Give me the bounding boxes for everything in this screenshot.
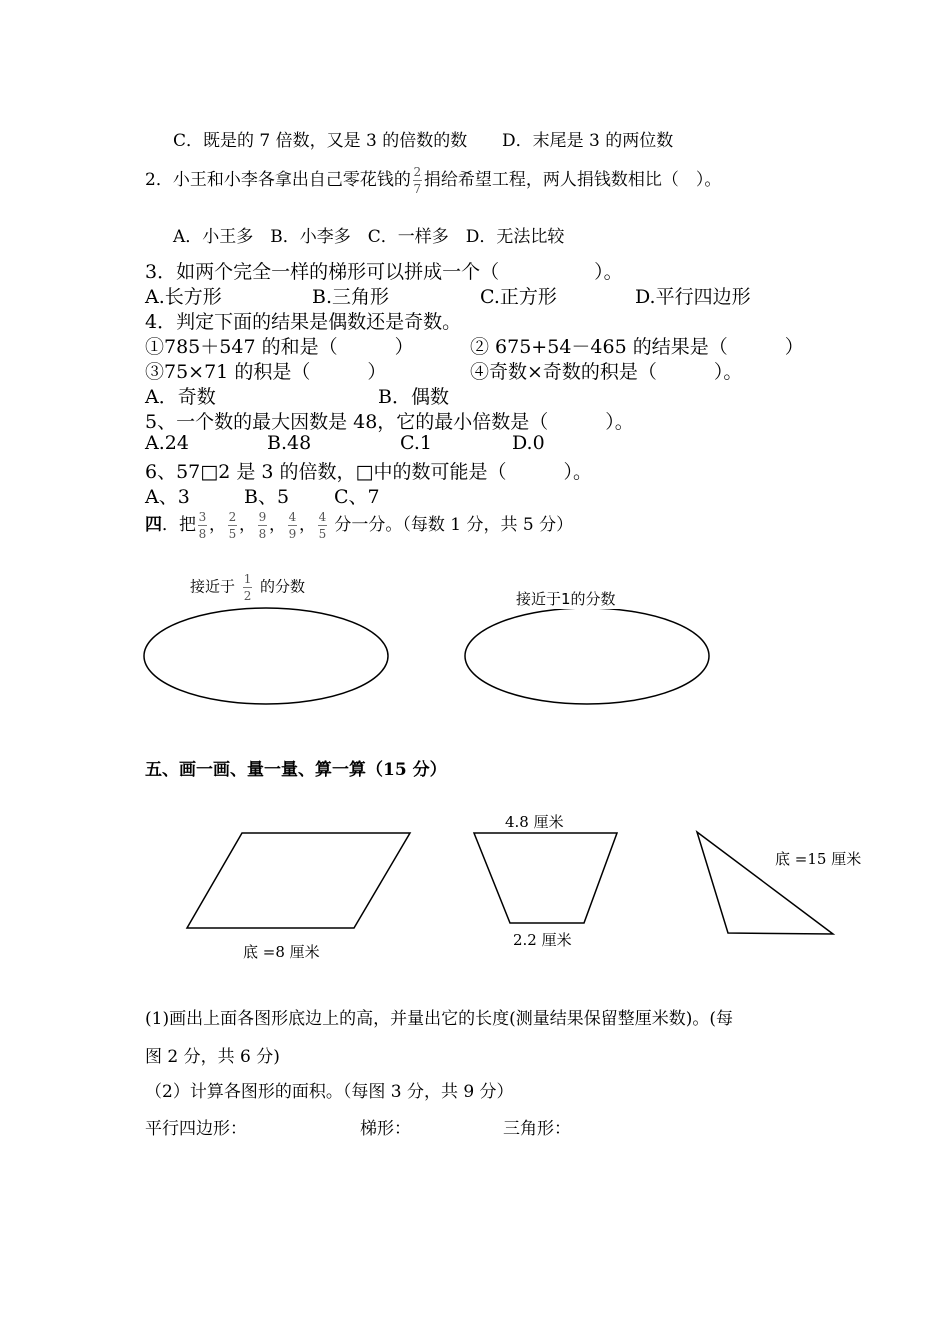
separator: ， (209, 515, 226, 535)
q3-option-a: A.长方形 (145, 286, 222, 308)
section-5-title: 五、画一画、量一量、算一算（15 分） (145, 760, 447, 780)
separator: ， (269, 515, 286, 535)
q4-option-b: B．偶数 (378, 386, 449, 408)
fraction-3: $\frac{9}{8}$ (258, 510, 267, 541)
sec5-question-1-line-1: (1)画出上面各图形底边上的高，并量出它的长度(测量结果保留整厘米数)。(每 (145, 1009, 733, 1029)
q6-option-b: B、5 (244, 486, 290, 508)
q6-option-a: A、3 (145, 486, 190, 508)
q5-option-d: D.0 (512, 432, 545, 454)
q1-option-c: C．既是的 7 倍数，又是 3 的倍数的数 (173, 131, 468, 151)
section-4-number: 四 (145, 515, 162, 535)
answer-trapezoid-label: 梯形： (360, 1119, 411, 1139)
q1-option-d: D．末尾是 3 的两位数 (502, 131, 674, 151)
oval-1-fraction: $\frac{1}{2}$ (243, 572, 252, 603)
q4-part-2: ② 675+54－465 的结果是（ ） (470, 336, 804, 358)
q5-option-b: B.48 (267, 432, 312, 454)
oval-1-label-prefix: 接近于 (190, 577, 236, 596)
oval-1-label-suffix: 的分数 (260, 577, 306, 596)
q2-fraction: $\frac{2}{7}$ (413, 165, 422, 196)
parallelogram-shape (187, 833, 410, 928)
fraction-4: $\frac{4}{9}$ (288, 510, 297, 541)
parallelogram-base-label: 底 =8 厘米 (243, 943, 320, 961)
trapezoid-shape (474, 833, 617, 923)
oval-1-label (186, 573, 309, 602)
q6-option-c: C、7 (334, 486, 380, 508)
fraction-2: $\frac{2}{5}$ (228, 510, 237, 541)
fraction-1: $\frac{3}{8}$ (198, 510, 207, 541)
q5-stem: 5、一个数的最大因数是 48，它的最小倍数是（ ）。 (145, 411, 634, 433)
section-4-lead: ．把 (162, 515, 196, 535)
fraction-5: $\frac{4}{5}$ (318, 510, 327, 541)
separator: ， (299, 515, 316, 535)
q6-stem: 6、57□2 是 3 的倍数，□中的数可能是（ ）。 (145, 461, 592, 483)
section-4-instruction: 分一分。（每数 1 分，共 5 分） (334, 515, 574, 535)
answer-parallelogram-label: 平行四边形： (145, 1119, 247, 1139)
q2-options: A．小王多 B．小李多 C．一样多 D．无法比较 (173, 227, 565, 247)
q5-option-c: C.1 (400, 432, 432, 454)
q3-option-b: B.三角形 (312, 286, 390, 308)
q2-suffix: 捐给希望工程，两人捐钱数相比（ ）。 (423, 170, 722, 190)
q3-option-d: D.平行四边形 (635, 286, 751, 308)
q3-option-c: C.正方形 (480, 286, 557, 308)
trapezoid-top-label: 4.8 厘米 (505, 813, 564, 831)
q2-prefix: 2．小王和小李各拿出自己零花钱的 (145, 170, 411, 190)
q4-part-3: ③75×71 的积是（ ） (145, 361, 387, 383)
answer-triangle-label: 三角形： (503, 1119, 571, 1139)
q4-part-1: ①785＋547 的和是（ ） (145, 336, 414, 358)
oval-2-label: 接近于1的分数 (512, 588, 620, 609)
q4-part-4: ④奇数×奇数的积是（ ）。 (470, 361, 743, 383)
q4-stem: 4．判定下面的结果是偶数还是奇数。 (145, 311, 462, 333)
sec5-question-1-line-2: 图 2 分，共 6 分) (145, 1047, 280, 1067)
sec5-question-2: （2）计算各图形的面积。（每图 3 分，共 9 分） (145, 1082, 514, 1102)
separator: ， (239, 515, 256, 535)
triangle-base-label: 底 =15 厘米 (775, 850, 862, 868)
oval-near-half (144, 608, 388, 704)
trapezoid-bottom-label: 2.2 厘米 (513, 931, 572, 949)
q5-option-a: A.24 (145, 432, 189, 454)
q3-stem: 3．如两个完全一样的梯形可以拼成一个（ ）。 (145, 261, 623, 283)
oval-near-one (465, 608, 709, 704)
q4-option-a: A．奇数 (145, 386, 216, 408)
